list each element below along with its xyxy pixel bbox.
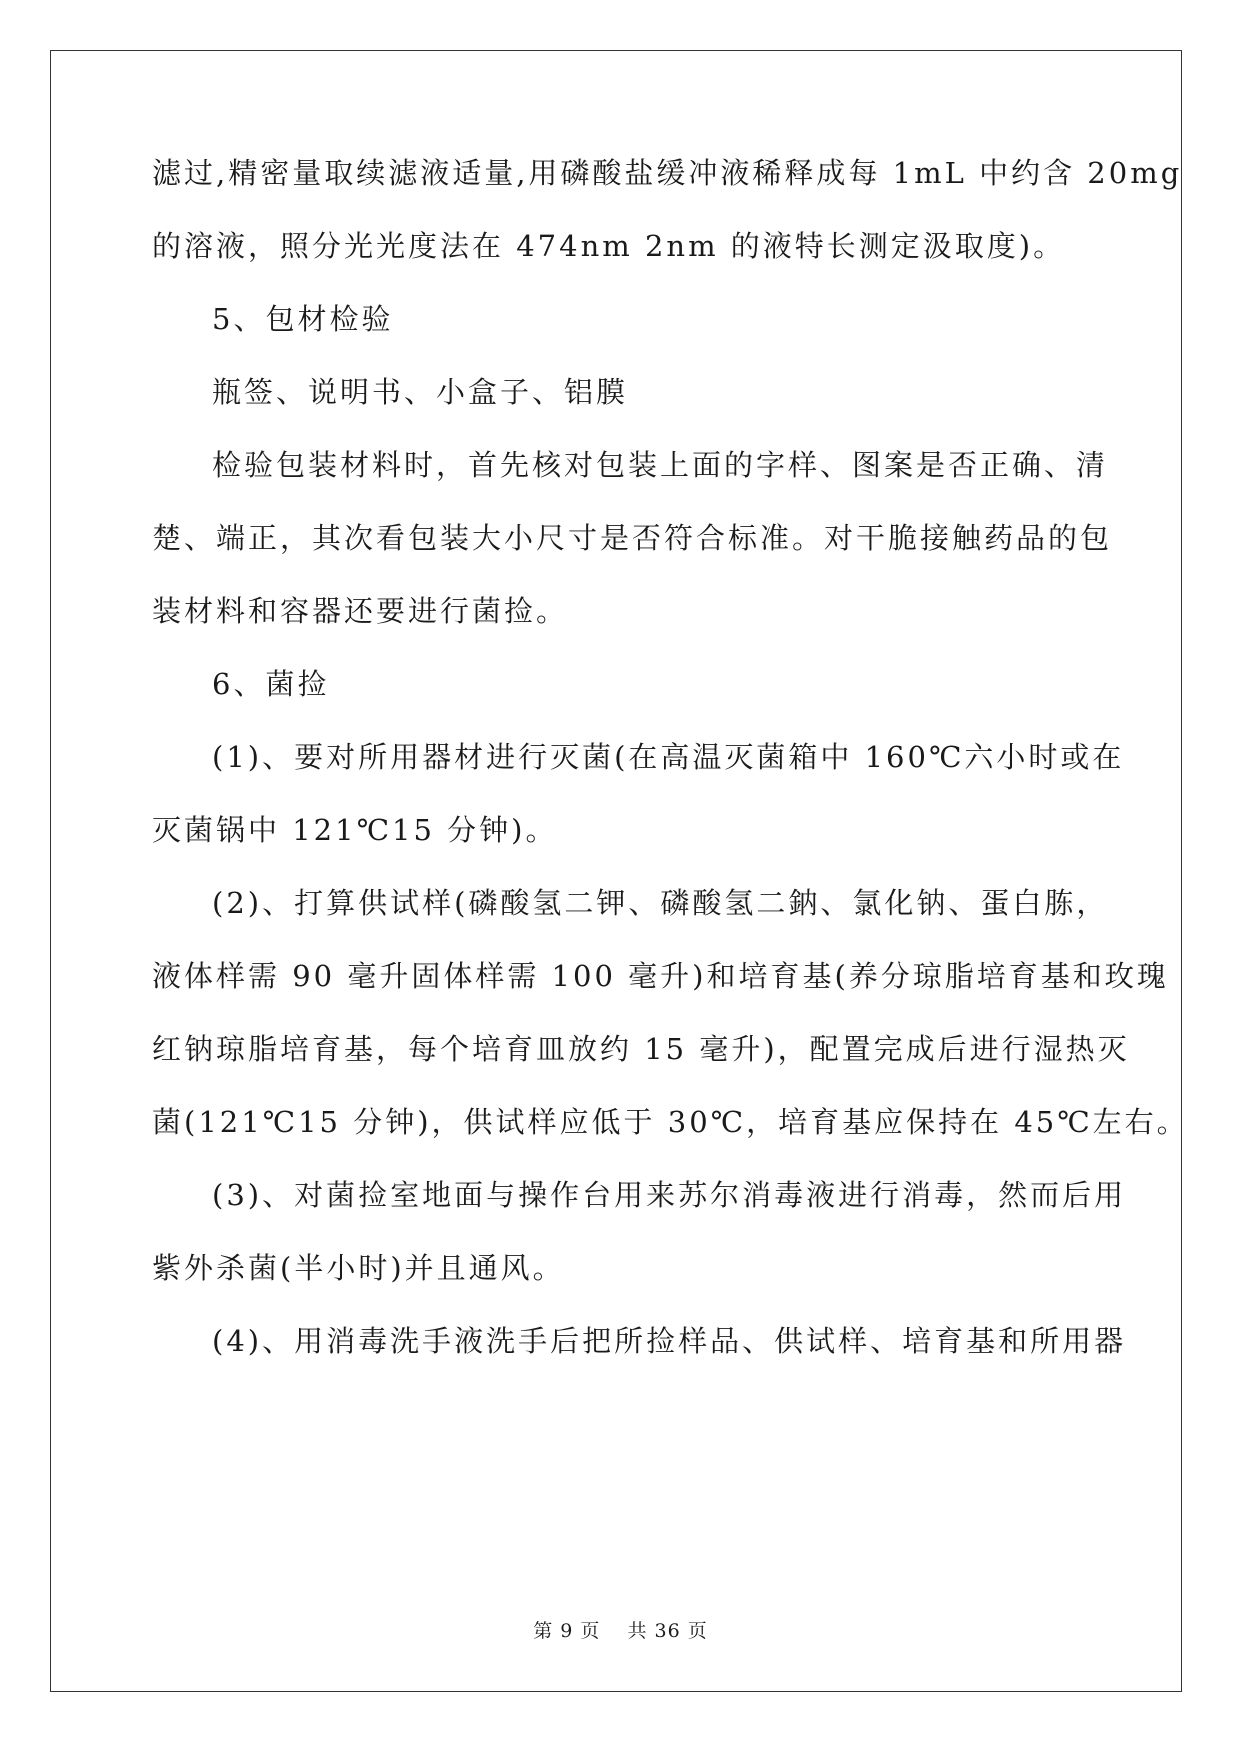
text-line-15: (3)、对菌捡室地面与操作台用来苏尔消毒液进行消毒，然而后用 [212, 1178, 1127, 1212]
text-line-14: 菌(121℃15 分钟)，供试样应低于 30℃，培育基应保持在 45℃左右。 [152, 1105, 1189, 1139]
text-line-11: (2)、打算供试样(磷酸氢二钾、磷酸氢二鈉、氯化钠、蛋白胨， [212, 886, 1109, 920]
text-line-5: 检验包装材料时，首先核对包装上面的字样、图案是否正确、清 [212, 448, 1109, 482]
text-line-7: 装材料和容器还要进行菌捡。 [152, 594, 569, 628]
text-line-6: 楚、端正，其次看包装大小尺寸是否符合标准。对干脆接触药品的包 [152, 521, 1113, 555]
section-heading-5: 5、包材检验 [212, 302, 394, 336]
text-line-2: 的溶液，照分光光度法在 474nm 2nm 的液特长测定汲取度)。 [152, 229, 1066, 263]
section-heading-6: 6、菌捡 [212, 667, 330, 701]
text-line-9: (1)、要对所用器材进行灭菌(在高温灭菌箱中 160℃六小时或在 [212, 740, 1125, 774]
text-line-4: 瓶签、说明书、小盒子、铝膜 [212, 375, 629, 409]
text-line-12: 液体样需 90 毫升固体样需 100 毫升)和培育基(养分琼脂培育基和玫瑰 [152, 959, 1169, 993]
text-line-16: 紫外杀菌(半小时)并且通风。 [152, 1251, 565, 1285]
text-line-1: 滤过,精密量取续滤液适量,用磷酸盐缓冲液稀释成每 1mL 中约含 20mg [152, 156, 1183, 190]
text-line-17: (4)、用消毒洗手液洗手后把所捡样品、供试样、培育基和所用器 [212, 1324, 1127, 1358]
page-border [50, 50, 1189, 1692]
text-line-10: 灭菌锅中 121℃15 分钟)。 [152, 813, 558, 847]
page-footer: 第 9 页 共 36 页 [533, 1620, 708, 1642]
text-line-13: 红钠琼脂培育基，每个培育皿放约 15 毫升)，配置完成后进行湿热灭 [152, 1032, 1130, 1066]
